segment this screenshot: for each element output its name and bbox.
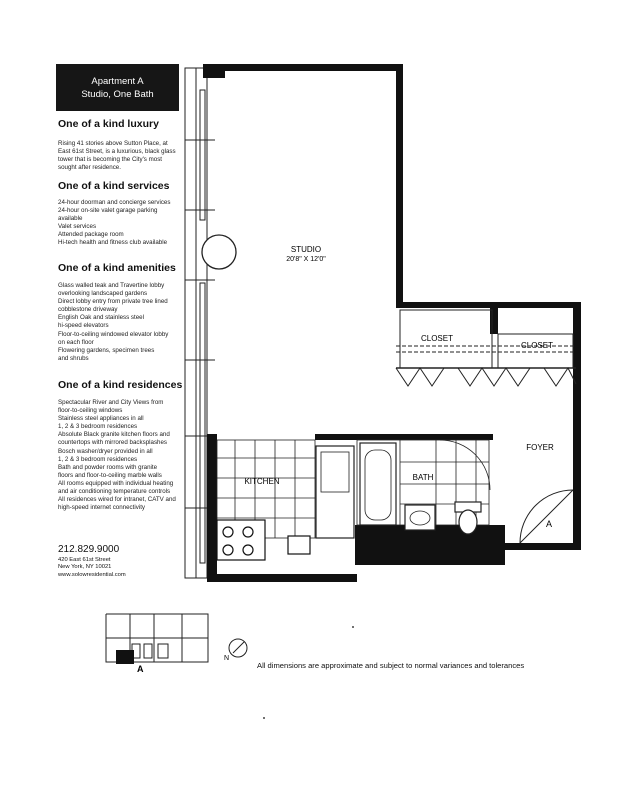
apartment-name: Apartment A	[91, 76, 144, 87]
room-label-kitchen: KITCHEN	[244, 477, 280, 486]
section-text-services: 24-hour doorman and concierge services 24-hour on-site valet garage parking available Valet services Attended package room Hi-tech health and fitness club available	[58, 199, 171, 247]
bathroom	[357, 440, 490, 534]
north-arrow-icon	[229, 639, 247, 657]
section-text-amenities: Glass walled teak and Travertine lobby overlooking landscaped gardens Direct lobby entry from private tree lined cobblestone driveway English Oak and stainless steel hi-speed elevators Floor-to-ceiling windowed elevator lobby on each floor Flowering gardens, specimen trees and shrubs	[58, 282, 169, 362]
section-heading-residences: One of a kind residences	[58, 379, 183, 391]
north-label: N	[224, 655, 230, 662]
column-circle	[202, 235, 236, 269]
door-label: A	[545, 519, 553, 529]
scan-speck	[352, 626, 354, 628]
room-label-foyer: FOYER	[526, 443, 554, 452]
section-heading-luxury: One of a kind luxury	[58, 118, 159, 130]
section-text-residences: Spectacular River and City Views from floor-to-ceiling windows Stainless steel appliances in all 1, 2 & 3 bedroom residences Absolute Black granite kitchen floors and countertops with mirrored backsplashes Bosch washer/dryer provided in all 1, 2 & 3 bedroom residences Bath and powder rooms with granite floors and floor-to-ceiling marble walls All rooms equipped with individual heating and air conditioning temperature controls All residences wired for intranet, CATV and high-speed internet connectivity	[58, 399, 176, 512]
section-heading-amenities: One of a kind amenities	[58, 262, 176, 274]
disclaimer-text: All dimensions are approximate and subject to normal variances and tolerances	[257, 661, 525, 670]
room-label-studio: STUDIO	[290, 245, 322, 254]
apartment-type: Studio, One Bath	[81, 89, 154, 100]
room-label-bath: BATH	[412, 473, 434, 482]
key-plan-unit-label: A	[137, 664, 144, 674]
scan-speck	[263, 717, 265, 719]
contact-address: 420 East 61st Street New York, NY 10021 www.solowresidential.com	[58, 557, 126, 578]
section-text-luxury: Rising 41 stories above Sutton Place, at East 61st Street, is a luxurious, black glass tower that is becoming the City's most sought after residence.	[58, 140, 176, 172]
unit-a-highlight	[116, 650, 134, 664]
exterior-walls	[203, 64, 581, 582]
stove	[217, 520, 265, 560]
contact-phone: 212.829.9000	[58, 544, 120, 555]
key-plan	[100, 610, 260, 680]
sink	[288, 536, 310, 554]
section-heading-services: One of a kind services	[58, 180, 170, 192]
room-label-closet-2: CLOSET	[520, 341, 554, 350]
room-label-closet-1: CLOSET	[420, 334, 454, 343]
room-dims-studio: 20'8" X 12'0"	[286, 256, 326, 263]
entry-door	[520, 490, 573, 543]
